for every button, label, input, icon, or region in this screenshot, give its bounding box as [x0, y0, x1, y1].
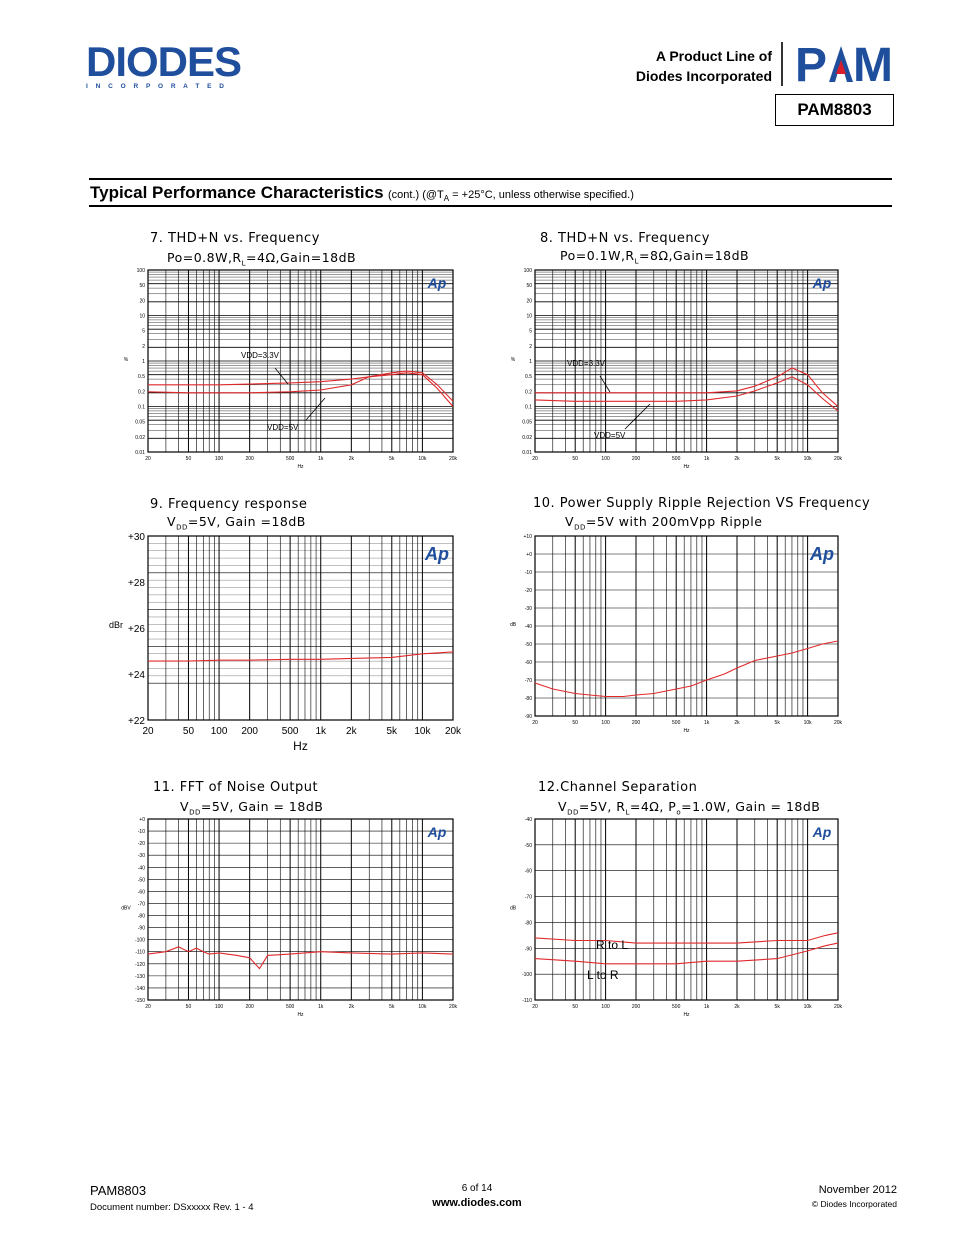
x-tick-label: 5k	[389, 456, 395, 462]
x-tick-label: 200	[631, 1004, 641, 1010]
x-tick-label: 50	[185, 1004, 192, 1010]
x-tick-label: 20	[532, 720, 538, 726]
x-tick-label: 5k	[774, 720, 780, 726]
x-tick-label: 2k	[734, 456, 740, 462]
x-tick-label: 100	[601, 456, 610, 462]
chart7-subtitle: $Po=0.8W,R_L=4\Omega,Gain=18dB$	[167, 250, 357, 268]
chart8-plot	[500, 262, 850, 477]
y-tick-label: -80	[524, 696, 532, 702]
x-tick-label: 100	[601, 720, 610, 726]
y-tick-label: 0.5	[525, 374, 532, 381]
y-tick-label: +30	[128, 532, 145, 543]
x-tick-label: 2k	[348, 456, 354, 462]
y-tick-label: -60	[524, 660, 532, 666]
chart8-title: 8. THD+N vs. Frequency	[540, 231, 710, 246]
footer-date: November 2012	[818, 1184, 897, 1196]
x-tick-label: 2k	[348, 1004, 354, 1010]
y-tick-label: 0.01	[522, 450, 532, 456]
y-tick-label: +26	[128, 624, 145, 635]
y-tick-label: 0.05	[522, 419, 532, 426]
x-tick-label: 100	[214, 1004, 224, 1010]
annotation-label: VDD=5V	[594, 431, 626, 440]
x-tick-label: 1k	[703, 720, 710, 726]
part-number-box	[775, 94, 894, 126]
y-tick-label: +24	[128, 670, 145, 681]
y-tick-label: -60	[524, 868, 532, 875]
y-tick-label: 0.2	[138, 389, 145, 396]
x-tick-label: 20	[145, 456, 151, 462]
x-tick-label: 100	[601, 1004, 610, 1010]
y-tick-label: 10	[526, 313, 532, 320]
chart11-title: 11. FFT of Noise Output	[153, 780, 319, 795]
ap-logo: Ap	[427, 824, 447, 840]
y-tick-label: 0.1	[525, 404, 532, 411]
y-tick-label: +0	[139, 817, 145, 823]
x-tick-label: 500	[672, 1004, 681, 1010]
y-tick-label: 5	[142, 328, 145, 335]
chart12-subtitle: $V_{DD}=5V$, $R_L=4\Omega$, $P_o=1.0W$, Gain = 18dB	[558, 799, 821, 817]
y-tick-label: -70	[524, 894, 532, 901]
x-tick-label: 100	[214, 456, 224, 462]
product-line	[580, 46, 772, 86]
x-tick-label: 20	[532, 456, 538, 462]
y-tick-label: -50	[524, 842, 532, 849]
y-tick-label: -20	[524, 588, 532, 594]
pam-logo-graphic	[795, 40, 900, 86]
x-tick-label: 1k	[315, 726, 327, 737]
y-tick-label: -40	[524, 817, 532, 823]
x-tick-label: 10k	[803, 456, 812, 462]
x-tick-label: 5k	[389, 1004, 395, 1010]
x-tick-label: 200	[631, 456, 641, 462]
chart9-subtitle: $V_{DD}=5V$, Gain =18dB	[167, 514, 306, 532]
x-axis-label: Hz	[683, 1012, 690, 1018]
y-tick-label: 0.01	[135, 450, 145, 456]
section-note	[388, 189, 634, 204]
product-line-2: Diodes Incorporated	[635, 68, 772, 84]
footer-copyright: © Diodes Incorporated	[811, 1199, 897, 1209]
x-axis-label: Hz	[683, 464, 690, 470]
x-tick-label: 50	[572, 1004, 578, 1010]
footer-part: PAM8803	[90, 1183, 147, 1198]
y-tick-label: 0.02	[135, 434, 145, 441]
x-tick-label: 20k	[833, 720, 843, 726]
x-tick-label: 10k	[418, 456, 427, 462]
svg-text:P: P	[795, 40, 826, 86]
ap-logo: Ap	[812, 275, 832, 291]
y-tick-label: -140	[134, 985, 145, 992]
y-tick-label: -90	[524, 714, 532, 720]
y-axis-label: dBr	[108, 620, 124, 630]
y-tick-label: 1	[142, 359, 145, 365]
y-tick-label: 0.5	[138, 374, 145, 381]
chart10-plot	[500, 528, 850, 743]
y-tick-label: 0.05	[135, 419, 145, 426]
y-tick-label: -30	[137, 853, 145, 860]
x-tick-label: 2k	[734, 1004, 740, 1010]
section-note-a: (cont.) (@T	[388, 189, 444, 201]
plot-frame	[148, 536, 453, 720]
y-tick-label: 1	[529, 359, 532, 365]
y-axis-label: dB	[509, 622, 517, 628]
diodes-brand-sub: I N C O R P O R A T E D	[86, 83, 227, 90]
header-divider	[781, 42, 783, 86]
product-line-1: A Product Line of	[655, 48, 772, 64]
y-tick-label: -40	[137, 865, 145, 872]
x-tick-label: 10k	[803, 1004, 812, 1010]
x-tick-label: 20k	[444, 726, 462, 737]
y-tick-label: 10	[139, 313, 145, 320]
x-axis-label: Hz	[297, 1012, 304, 1018]
y-tick-label: -80	[137, 913, 145, 920]
y-tick-label: 20	[526, 298, 532, 305]
y-tick-label: -110	[135, 949, 145, 956]
x-tick-label: 10k	[414, 726, 431, 737]
y-tick-label: -90	[137, 925, 145, 932]
y-tick-label: -110	[522, 998, 532, 1004]
y-tick-label: -150	[134, 998, 145, 1004]
y-tick-label: 20	[139, 298, 145, 305]
y-tick-label: +10	[523, 534, 532, 540]
x-tick-label: 10k	[418, 1004, 427, 1010]
y-tick-label: +0	[526, 552, 532, 558]
section-note-b: = +25°C, unless otherwise specified.)	[449, 189, 634, 201]
x-axis-label: Hz	[293, 739, 308, 753]
y-axis-label: %	[510, 357, 516, 363]
x-tick-label: 1k	[703, 1004, 710, 1010]
x-tick-label: 500	[672, 720, 681, 726]
y-tick-label: 2	[529, 343, 532, 350]
footer-page: 6 of 14	[461, 1183, 493, 1194]
y-tick-label: -40	[524, 624, 532, 630]
y-tick-label: 100	[523, 268, 532, 274]
x-tick-label: 1k	[703, 456, 710, 462]
y-tick-label: -20	[137, 841, 145, 848]
x-tick-label: 500	[672, 456, 681, 462]
x-tick-label: 1k	[318, 456, 324, 462]
section-note-sub: A	[443, 194, 450, 204]
x-axis-label: Hz	[683, 728, 690, 734]
y-tick-label: 50	[526, 283, 532, 290]
x-tick-label: 200	[245, 456, 254, 462]
x-tick-label: 2k	[734, 720, 740, 726]
x-tick-label: 5k	[386, 726, 398, 737]
y-tick-label: 5	[529, 328, 532, 335]
x-tick-label: 20	[532, 1004, 538, 1010]
y-tick-label: -120	[134, 961, 145, 968]
x-tick-label: 200	[241, 726, 259, 737]
y-tick-label: 0.1	[138, 404, 145, 411]
x-tick-label: 50	[182, 726, 195, 737]
x-tick-label: 20	[142, 726, 154, 737]
ap-logo: Ap	[810, 544, 834, 564]
y-tick-label: -100	[521, 972, 532, 979]
chart10-title: 10. Power Supply Ripple Rejection VS Frequency	[533, 496, 871, 511]
y-axis-label: dB	[509, 905, 517, 912]
y-tick-label: -90	[524, 946, 532, 953]
x-tick-label: 50	[572, 456, 578, 462]
x-axis-label: Hz	[297, 464, 304, 470]
plot-frame	[535, 819, 838, 1000]
plot-frame	[148, 819, 453, 1000]
annotation-label: VDD=5V	[267, 423, 299, 432]
diodes-logo	[86, 38, 256, 90]
pam-logo	[795, 40, 900, 86]
x-tick-label: 50	[185, 456, 192, 462]
svg-text:M: M	[853, 40, 893, 86]
x-tick-label: 100	[210, 726, 228, 737]
diodes-brand: DIODES	[86, 38, 242, 85]
y-tick-label: -10	[524, 570, 532, 576]
footer-url[interactable]: www.diodes.com	[432, 1197, 522, 1209]
y-tick-label: 50	[139, 283, 145, 290]
chart12-title: 12.Channel Separation	[538, 780, 698, 795]
y-tick-label: -10	[137, 829, 145, 836]
section-heading	[90, 183, 634, 203]
y-tick-label: 0.2	[525, 389, 532, 396]
annotation-label: VDD=3.3V	[567, 359, 606, 368]
x-tick-label: 50	[572, 720, 578, 726]
y-tick-label: 100	[136, 268, 145, 274]
annotation-label: L to R	[587, 968, 619, 982]
y-tick-label: -50	[137, 877, 145, 884]
x-tick-label: 2k	[346, 726, 357, 737]
x-tick-label: 20k	[448, 1004, 458, 1010]
y-tick-label: -70	[524, 678, 532, 684]
x-tick-label: 5k	[774, 456, 780, 462]
y-tick-label: -70	[137, 901, 145, 908]
chart10-subtitle: $V_{DD}=5V$ with 200mVpp Ripple	[565, 514, 763, 532]
chart11-subtitle: $V_{DD}=5V$, Gain = 18dB	[180, 799, 324, 817]
section-title: Typical Performance Characteristics	[90, 183, 384, 202]
annotation-label: R to L	[596, 938, 629, 952]
chart9-plot	[100, 528, 465, 758]
y-tick-label: -130	[134, 973, 145, 980]
chart7-title: 7. THD+N vs. Frequency	[150, 231, 320, 246]
y-tick-label: +22	[128, 716, 145, 727]
chart12-plot	[500, 813, 850, 1028]
x-tick-label: 1k	[318, 1004, 324, 1010]
footer-doc-number: Document number: DSxxxxx Rev. 1 - 4	[90, 1202, 254, 1213]
annotation-label: VDD=3.3V	[241, 351, 280, 360]
section-rule-top	[89, 178, 892, 180]
y-tick-label: -50	[524, 642, 532, 648]
chart8-subtitle: $Po=0.1W,R_L=8\Omega,Gain=18dB$	[560, 248, 750, 266]
chart7-plot	[110, 262, 465, 477]
y-axis-label: dBV	[121, 905, 131, 912]
y-tick-label: +28	[128, 578, 145, 589]
x-tick-label: 500	[285, 456, 295, 462]
y-tick-label: -60	[137, 889, 145, 896]
x-tick-label: 10k	[803, 720, 812, 726]
x-tick-label: 20	[145, 1004, 151, 1010]
y-tick-label: -30	[524, 606, 532, 612]
chart11-plot	[110, 813, 465, 1025]
x-tick-label: 500	[285, 1004, 295, 1010]
x-tick-label: 20k	[833, 1004, 843, 1010]
x-tick-label: 200	[245, 1004, 254, 1010]
y-tick-label: -100	[134, 937, 145, 944]
y-tick-label: -80	[524, 920, 532, 927]
ap-logo: Ap	[425, 544, 449, 564]
x-tick-label: 5k	[774, 1004, 780, 1010]
y-axis-label: %	[123, 357, 129, 363]
x-tick-label: 20k	[448, 456, 458, 462]
y-tick-label: 2	[142, 343, 145, 350]
part-number: PAM8803	[797, 100, 872, 119]
y-tick-label: 0.02	[522, 434, 532, 441]
x-tick-label: 20k	[833, 456, 843, 462]
ap-logo: Ap	[812, 824, 832, 840]
section-rule-bottom	[89, 205, 892, 207]
x-tick-label: 200	[631, 720, 641, 726]
x-tick-label: 500	[281, 726, 299, 737]
ap-logo: Ap	[427, 275, 447, 291]
chart9-title: 9. Frequency response	[150, 497, 308, 512]
